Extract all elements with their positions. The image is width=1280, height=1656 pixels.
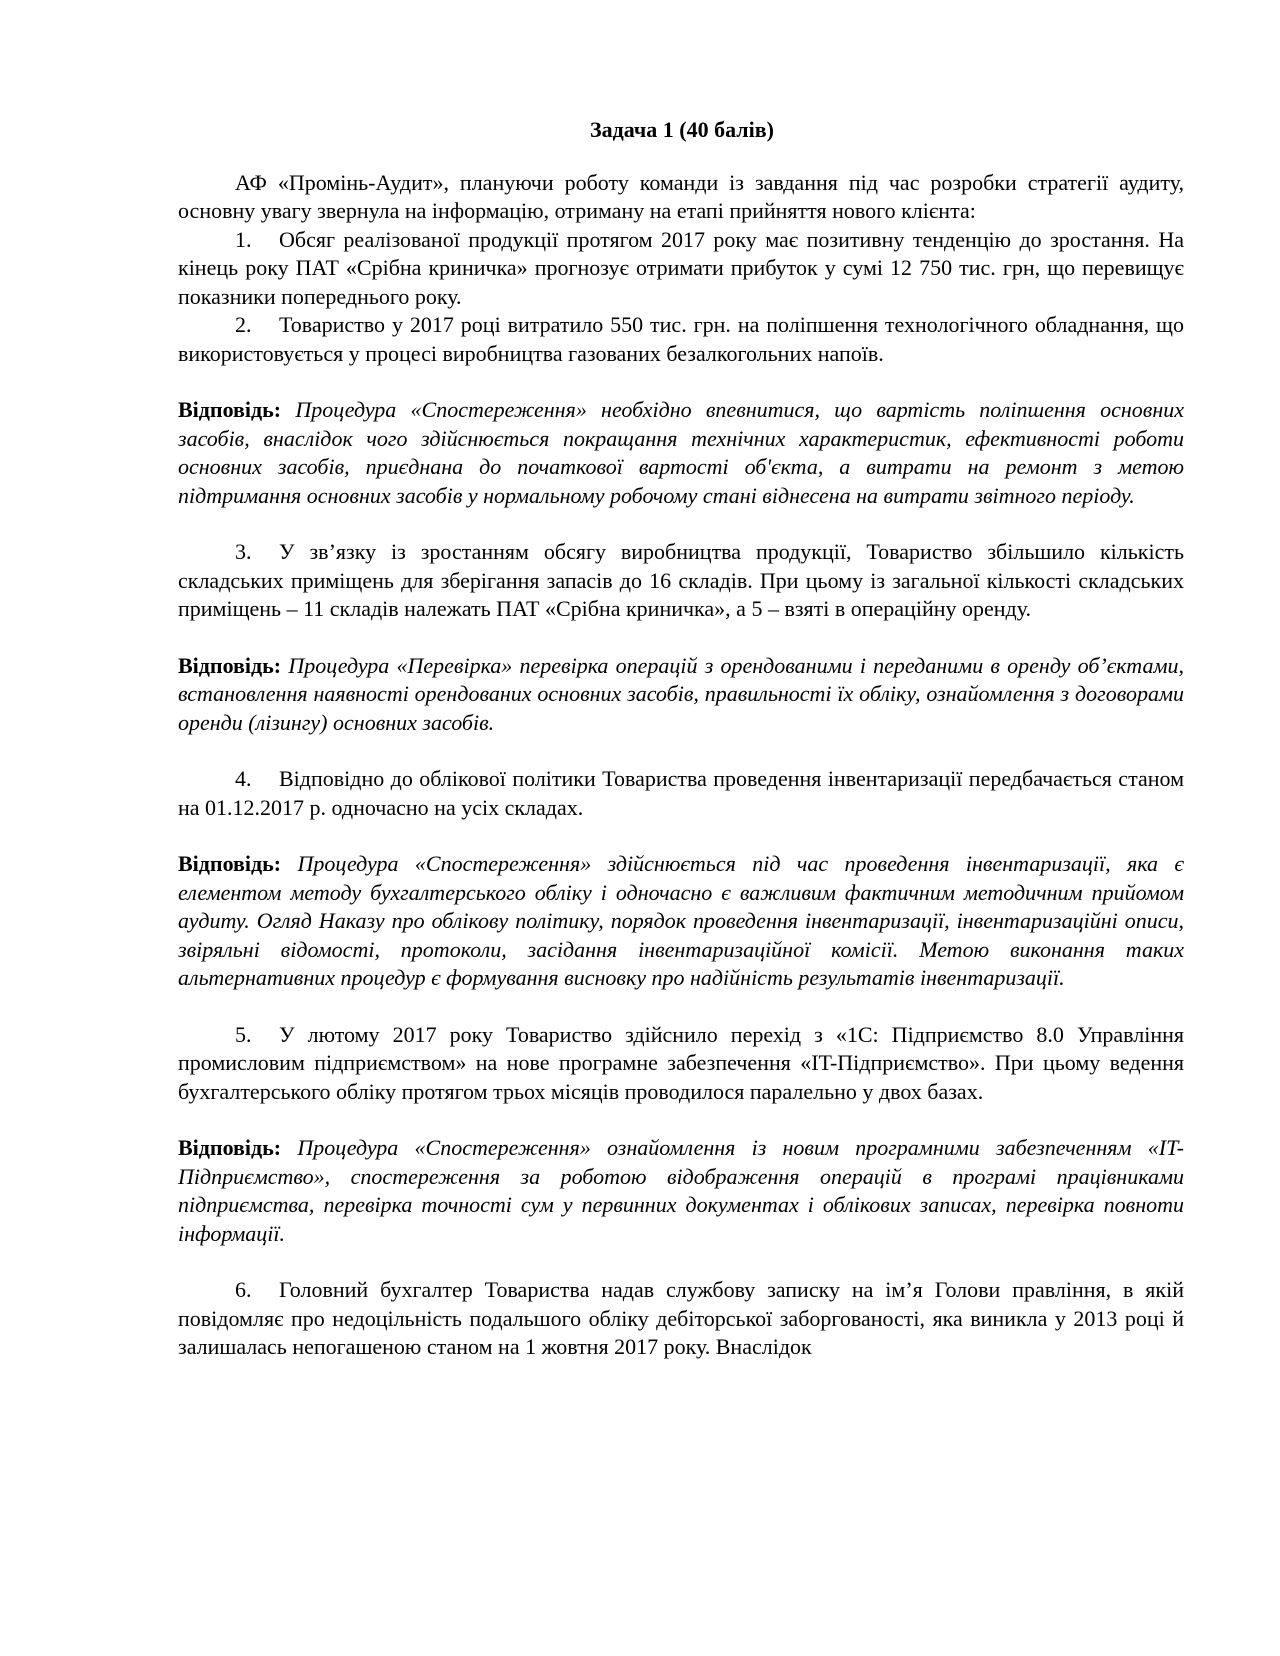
list-item-3 (178, 538, 1184, 624)
item-text: Головний бухгалтер Товариства надав службову записку на ім’я Голови правління, в якій повідомляє про недоцільність подальшого обліку дебіторської заборгованості, яка виникла у 2013 році й залишалась непогашеною станом на 1 жовтня 2017 року. Внаслідок (178, 1277, 1184, 1359)
task-title: Задача 1 (40 балів) (590, 117, 774, 142)
list-item-1 (178, 226, 1184, 312)
list-item-6 (178, 1276, 1184, 1362)
document-page (178, 116, 1184, 1362)
answer-paragraph-4 (178, 1134, 1184, 1248)
answer-label: Відповідь: (178, 397, 282, 422)
list-item-2 (178, 311, 1184, 368)
item-text: Відповідно до облікової політики Товариства проведення інвентаризації передбачається станом на 01.12.2017 р. одночасно на усіх складах. (178, 766, 1184, 820)
item-number: 1. (235, 226, 252, 252)
item-number: 3. (235, 539, 252, 564)
answer-text: Процедура «Спостереження» необхідно впевнитися, що вартість поліпшення основних засобів, внаслідок чого здійснюється покращання технічних характеристик, ефективності роботи основних засобів, приєднана до початкової вартості об'єкта, а витрати на ремонт з метою підтримання основних засобів у нормальному робочому стані віднесена на витрати звітного періоду. (178, 397, 1184, 508)
answer-paragraph-3 (178, 850, 1184, 993)
item-number: 5. (235, 1021, 252, 1047)
item-text: У лютому 2017 року Товариство здійснило перехід з «1С: Підприємство 8.0 Управління промисловим підприємством» на нове програмне забезпечення «IT-Підприємство». При цьому ведення бухгалтерського обліку протягом трьох місяців проводилося паралельно у двох базах. (178, 1021, 1184, 1104)
answer-text: Процедура «Перевірка» перевірка операцій з орендованими і переданими в оренду об’єктами, встановлення наявності орендованих основних засобів, правильності їх обліку, ознайомлення з договорами оренди (лізингу) основних засобів. (178, 652, 1185, 735)
item-text: У зв’язку із зростанням обсягу виробництва продукції, Товариство збільшило кількість складських приміщень для зберігання запасів до 16 складів. При цьому із загальної кількості складських приміщень – 11 складів належать ПАТ «Срібна криничка», а 5 – взяті в операційну оренду. (178, 539, 1184, 621)
answer-label: Відповідь: (178, 652, 282, 678)
answer-paragraph-2 (178, 652, 1184, 738)
list-item-5 (178, 1021, 1184, 1107)
answer-text: Процедура «Спостереження» здійснюється під час проведення інвентаризації, яка є елементом методу бухгалтерського обліку і одночасно є важливим фактичним методичним прийомом аудиту. Огляд Наказу про облікову політику, порядок проведення інвентаризації, інвентаризаційні описи, звіряльні відомості, протоколи, засідання інвентаризаційної комісії. Метою виконання таких альтернативних процедур є формування висновку про надійність результатів інвентаризації. (178, 851, 1184, 990)
intro-paragraph: АФ «Промінь-Аудит», плануючи роботу команди із завдання під час розробки стратегії аудиту, основну увагу звернула на інформацію, отриману на етапі прийняття нового клієнта: (178, 169, 1184, 223)
item-number: 4. (235, 766, 252, 791)
answer-paragraph-1 (178, 396, 1184, 510)
item-text: Товариство у 2017 році витратило 550 тис. грн. на поліпшення технологічного обладнання, що використовується у процесі виробництва газованих безалкогольних напоїв. (178, 312, 1184, 366)
item-number: 2. (235, 312, 252, 337)
item-number: 6. (235, 1277, 252, 1302)
answer-label: Відповідь: (178, 1135, 282, 1160)
list-item-4 (178, 765, 1184, 822)
answer-text: Процедура «Спостереження» ознайомлення із новим програмними забезпеченням «IT-Підприємство», спостереження за роботою відображення операцій в програмі працівниками підприємства, перевірка точності сум у первинних документах і облікових записах, перевірка повноти інформації. (178, 1135, 1185, 1246)
item-text: Обсяг реалізованої продукції протягом 2017 року має позитивну тенденцію до зростання. На кінець року ПАТ «Срібна криничка» прогнозує отримати прибуток у сумі 12 750 тис. грн, що перевищує показники попереднього року. (178, 226, 1184, 309)
answer-label: Відповідь: (178, 851, 282, 876)
